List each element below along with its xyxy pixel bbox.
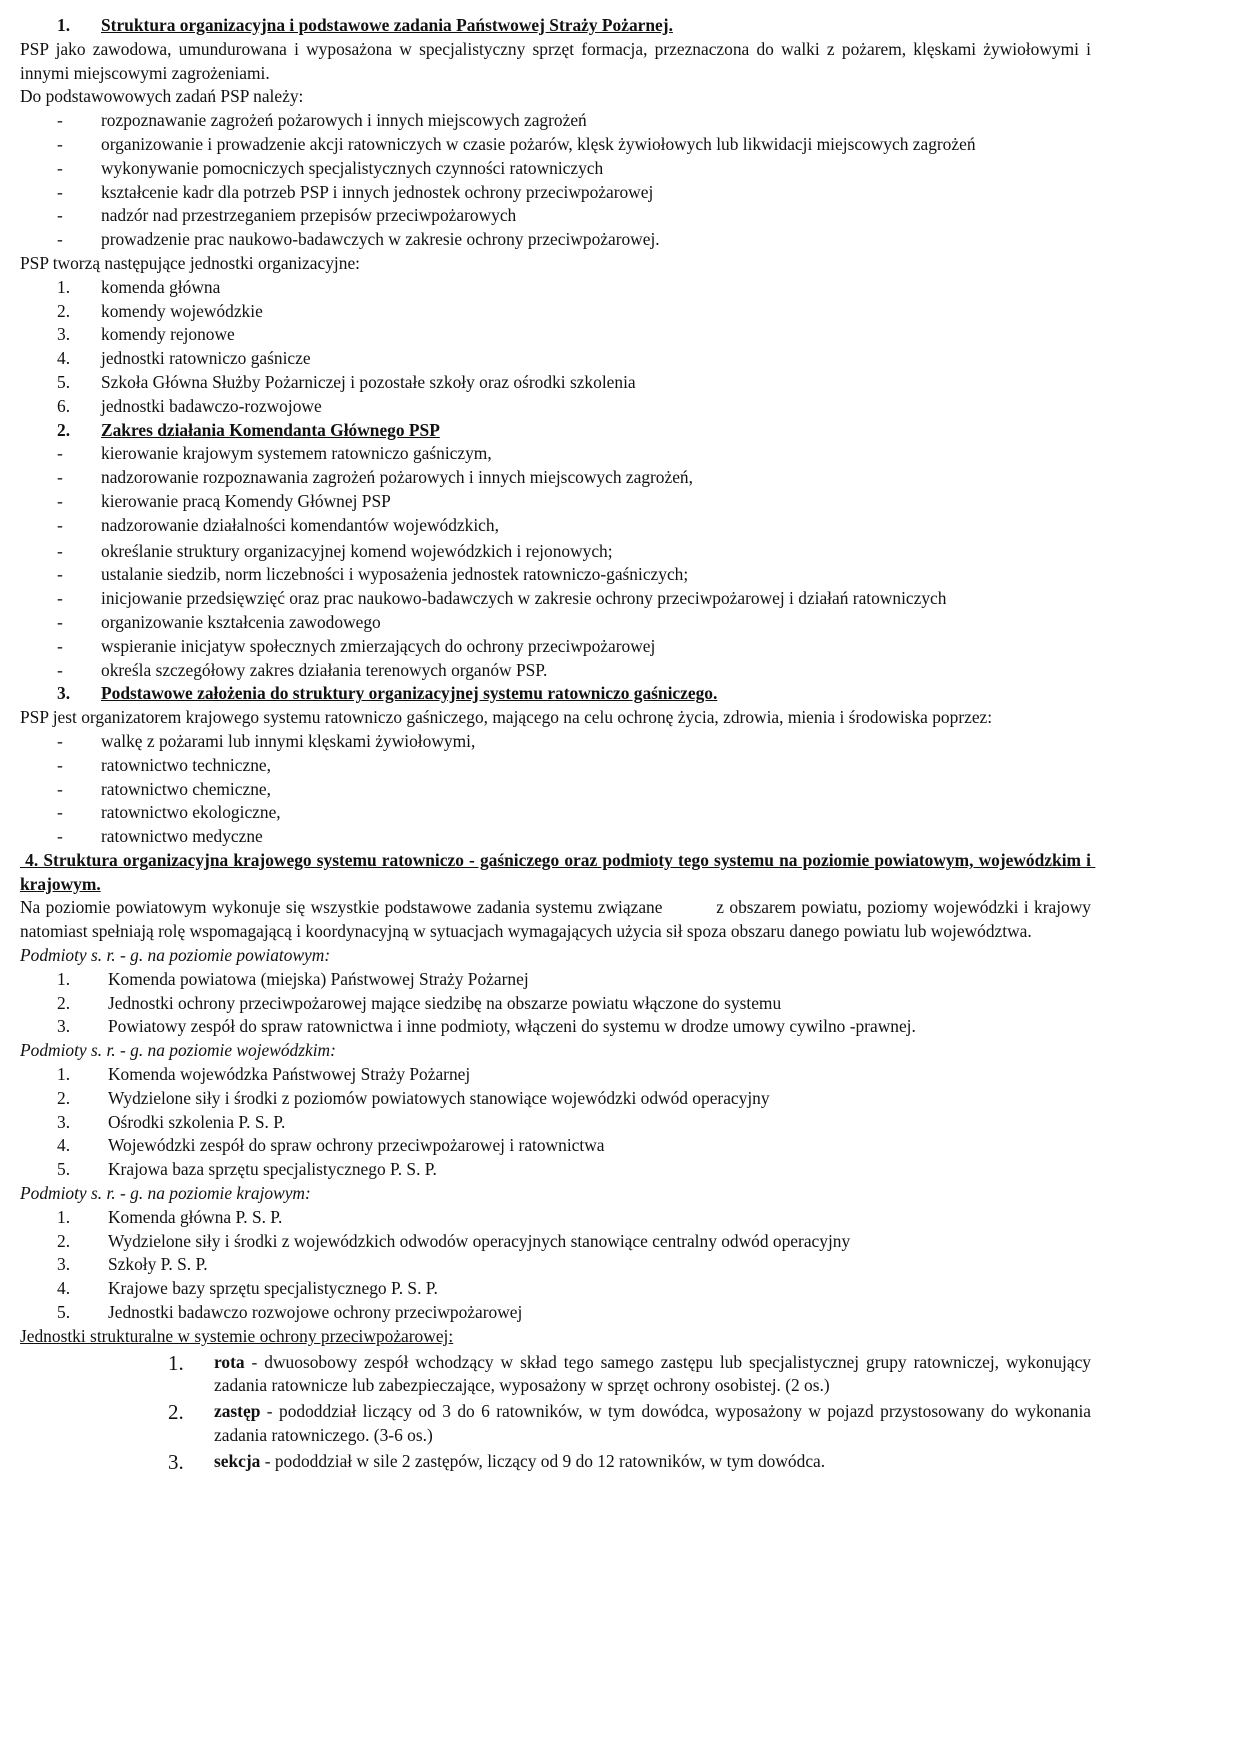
section-1-tasks-list — [20, 109, 1091, 252]
section-4-title: 4. Struktura organizacyjna krajowego systemu ratowniczo - gaśniczego oraz podmioty tego systemu na poziomie powiatowym, wojewódzkim i krajowym. — [20, 849, 1096, 894]
section-3-number: 3. — [57, 683, 71, 704]
dash-marker: - — [57, 754, 63, 775]
list-item: 5. Szkoła Główna Służby Pożarniczej i pozostałe szkoły oraz ośrodki szkolenia — [57, 371, 636, 392]
dash-marker: - — [57, 157, 63, 178]
section-1-heading — [20, 14, 1091, 38]
section-1-number: 1. — [57, 15, 71, 35]
list-item: 6. jednostki badawczo-rozwojowe — [57, 395, 322, 416]
list-item: 3. komendy rejonowe — [57, 324, 235, 345]
list-item: - wspieranie inicjatyw społecznych zmierzających do ochrony przeciwpożarowej — [20, 635, 1091, 659]
list-item: 1. komenda główna — [57, 276, 221, 297]
list-item: - ratownictwo ekologiczne, — [20, 801, 1091, 825]
list-item: 3. Szkoły P. S. P. — [57, 1254, 208, 1275]
dash-marker: - — [57, 133, 63, 154]
section-1-units-list — [20, 276, 1091, 419]
woj-list — [20, 1063, 1091, 1182]
list-item: - nadzorowanie działalności komendantów wojewódzkich, — [20, 514, 1091, 538]
list-item: - nadzorowanie rozpoznawania zagrożeń pożarowych i innych miejscowych zagrożeń, — [20, 466, 1091, 490]
list-item: 2. Wydzielone siły i środki z wojewódzkich odwodów operacyjnych stanowiące centralny odwód operacyjny — [57, 1230, 851, 1251]
list-item: - organizowanie i prowadzenie akcji ratowniczych w czasie pożarów, klęsk żywiołowych lub likwidacji miejscowych zagrożeń — [20, 133, 1091, 157]
list-item: - ratownictwo medyczne — [20, 825, 1091, 849]
dash-marker: - — [57, 443, 63, 464]
section-2-title: Zakres działania Komendanta Głównego PSP — [101, 419, 440, 440]
unit-term: zastęp — [214, 1401, 261, 1422]
unit-term: rota — [214, 1351, 245, 1372]
dash-marker: - — [57, 778, 63, 799]
section-1-intro: PSP jako zawodowa, umundurowana i wyposażona w specjalistyczny sprzęt formacja, przeznaczona do walki z pożarem, klęskami żywiołowymi i innymi miejscowymi zagrożeniami. — [20, 38, 1091, 83]
dash-marker: - — [57, 229, 63, 250]
list-item: - organizowanie kształcenia zawodowego — [20, 611, 1091, 635]
list-item: - prowadzenie prac naukowo-badawczych w zakresie ochrony przeciwpożarowej. — [20, 228, 1091, 252]
section-1-units-lead: PSP tworzą następujące jednostki organizacyjne: — [20, 252, 360, 273]
list-item: - rozpoznawanie zagrożeń pożarowych i innych miejscowych zagrożeń — [20, 109, 1091, 133]
units-list — [20, 1351, 1091, 1475]
list-item: - ustalanie siedzib, norm liczebności i wyposażenia jednostek ratowniczo-gaśniczych; — [20, 563, 1091, 587]
list-item: 5. Jednostki badawczo rozwojowe ochrony przeciwpożarowej — [57, 1302, 523, 1323]
section-3-list — [20, 730, 1091, 849]
list-item: 2. Wydzielone siły i środki z poziomów powiatowych stanowiące wojewódzki odwód operacyjny — [57, 1087, 770, 1108]
list-item: - określanie struktury organizacyjnej komend wojewódzkich i rejonowych; — [20, 540, 1091, 564]
list-item: 2. komendy wojewódzkie — [57, 300, 263, 321]
list-item: - walkę z pożarami lub innymi klęskami żywiołowymi, — [20, 730, 1091, 754]
section-2-list — [20, 442, 1091, 682]
dash-marker: - — [57, 110, 63, 131]
list-item: 5. Krajowa baza sprzętu specjalistycznego P. S. P. — [57, 1159, 437, 1180]
document-page — [20, 14, 1096, 1477]
units-heading: Jednostki strukturalne w systemie ochrony przeciwpożarowej: — [20, 1325, 454, 1346]
list-item: 1. rota - dwuosobowy zespół wchodzący w skład tego samego zastępu lub specjalistycznej grupy ratowniczej, wykonujący zadania ratownicze lub zabezpieczające, wyposażony w sprzęt ochrony osobistej. (2 os.) — [168, 1350, 1091, 1396]
dash-marker: - — [57, 467, 63, 488]
list-item: - ratownictwo chemiczne, — [20, 778, 1091, 802]
dash-marker: - — [57, 730, 63, 751]
list-item: 2. zastęp - pododdział liczący od 3 do 6 ratowników, w tym dowódca, wyposażony w pojazd przystosowany do wykonania zadania ratowniczego. (3-6 os.) — [168, 1400, 1091, 1446]
list-item: 4. Krajowe bazy sprzętu specjalistycznego P. S. P. — [57, 1278, 438, 1299]
dash-marker: - — [57, 588, 63, 609]
section-3-intro: PSP jest organizatorem krajowego systemu ratowniczo gaśniczego, mającego na celu ochronę życia, zdrowia, mienia i środowiska poprzez: — [20, 707, 993, 728]
list-item: 3. Ośrodki szkolenia P. S. P. — [57, 1111, 286, 1132]
section-3-title: Podstawowe założenia do struktury organizacyjnej systemu ratowniczo gaśniczego. — [101, 683, 718, 704]
dash-marker: - — [57, 635, 63, 656]
list-item: 1. Komenda powiatowa (miejska) Państwowej Straży Pożarnej — [57, 968, 529, 989]
dash-marker: - — [57, 659, 63, 680]
dash-marker: - — [57, 564, 63, 585]
list-item: 1. Komenda wojewódzka Państwowej Straży Pożarnej — [57, 1064, 471, 1085]
section-3-heading — [20, 682, 1091, 706]
list-item: 4. Wojewódzki zespół do spraw ochrony przeciwpożarowej i ratownictwa — [57, 1135, 605, 1156]
list-item: - kierowanie krajowym systemem ratowniczo gaśniczym, — [20, 442, 1091, 466]
list-item: - inicjowanie przedsięwzięć oraz prac naukowo-badawczych w zakresie ochrony przeciwpożarowej i działań ratowniczych — [20, 587, 1091, 611]
list-item: 2. Jednostki ochrony przeciwpożarowej mające siedzibę na obszarze powiatu włączone do systemu — [57, 992, 782, 1013]
list-item: - określa szczegółowy zakres działania terenowych organów PSP. — [20, 659, 1091, 683]
list-item: 3. Powiatowy zespół do spraw ratownictwa i inne podmioty, włączeni do systemu w drodze umowy cywilno -prawnej. — [57, 1016, 916, 1037]
section-1-tasks-lead: Do podstawowowych zadań PSP należy: — [20, 86, 304, 107]
list-item: 3. sekcja - pododdział w sile 2 zastępów, liczący od 9 do 12 ratowników, w tym dowódca. — [168, 1449, 826, 1474]
powiat-list — [20, 968, 1091, 1039]
list-item: - ratownictwo techniczne, — [20, 754, 1091, 778]
dash-marker: - — [57, 514, 63, 535]
dash-marker: - — [57, 611, 63, 632]
list-item: - wykonywanie pomocniczych specjalistycznych czynności ratowniczych — [20, 157, 1091, 181]
list-item: - nadzór nad przestrzeganiem przepisów przeciwpożarowych — [20, 204, 1091, 228]
kraj-heading: Podmioty s. r. - g. na poziomie krajowym: — [20, 1183, 311, 1204]
dash-marker: - — [57, 802, 63, 823]
dash-marker: - — [57, 490, 63, 511]
section-2-number: 2. — [57, 419, 71, 440]
dash-marker: - — [57, 826, 63, 847]
dash-marker: - — [57, 181, 63, 202]
list-item: 4. jednostki ratowniczo gaśnicze — [57, 348, 311, 369]
kraj-list — [20, 1206, 1091, 1325]
section-1-title: Struktura organizacyjna i podstawowe zadania Państwowej Straży Pożarnej. — [101, 15, 673, 35]
section-2-heading — [20, 419, 1091, 443]
dash-marker: - — [57, 540, 63, 561]
list-item: - kierowanie pracą Komendy Głównej PSP — [20, 490, 1091, 514]
powiat-heading: Podmioty s. r. - g. na poziomie powiatowym: — [20, 945, 331, 966]
section-4-intro: Na poziomie powiatowym wykonuje się wszystkie podstawowe zadania systemu związane z obszarem powiatu, poziomy wojewódzki i krajowy natomiast spełniają rolę wspomagającą i koordynacyjną w sytuacjach wymagających użycia sił spoza obszaru danego powiatu lub województwa. — [20, 897, 1096, 942]
list-item: - kształcenie kadr dla potrzeb PSP i innych jednostek ochrony przeciwpożarowej — [20, 181, 1091, 205]
dash-marker: - — [57, 205, 63, 226]
list-item: 1. Komenda główna P. S. P. — [57, 1206, 283, 1227]
woj-heading: Podmioty s. r. - g. na poziomie wojewódzkim: — [20, 1040, 336, 1061]
unit-term: sekcja — [214, 1450, 261, 1471]
